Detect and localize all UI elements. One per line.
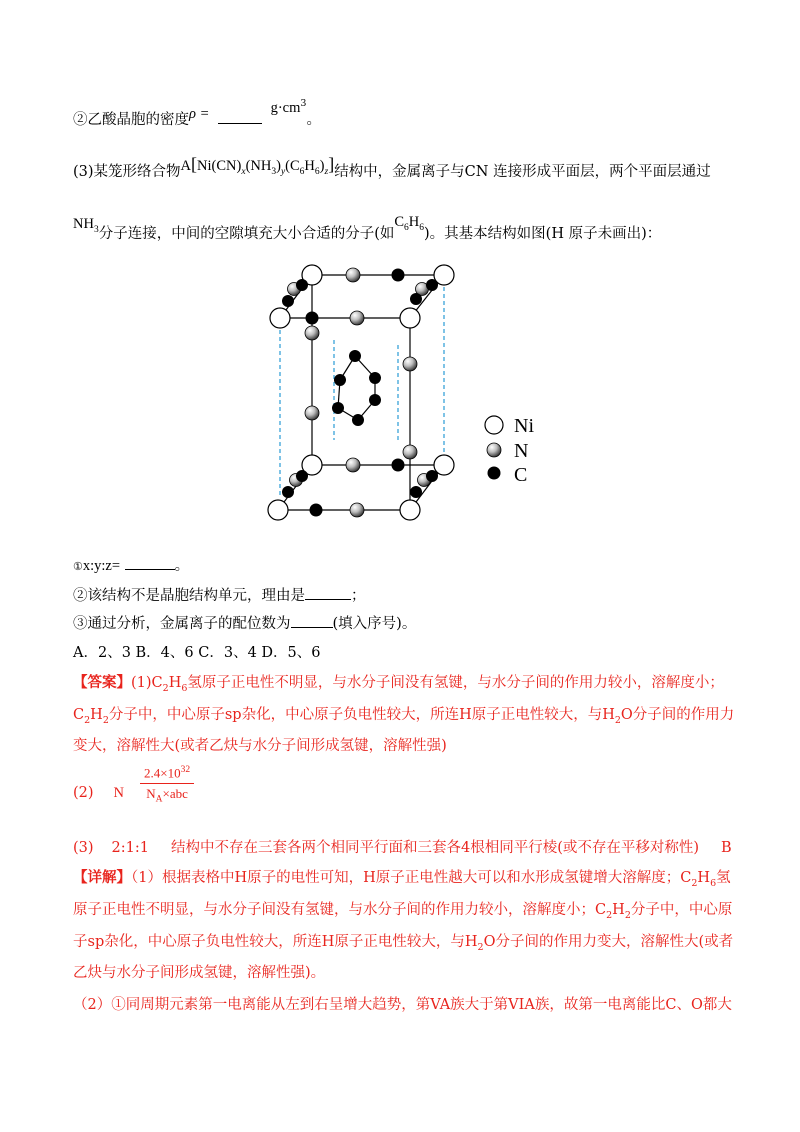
benzene-bonds xyxy=(338,356,375,420)
subq-2: ②该结构不是晶胞结构单元，理由是 ； xyxy=(73,588,366,604)
detail-line-3: 子sp杂化，中心原子负电性较大，所连H原子正电性较大，与$H_2O$分子间的作用力变大，溶解性大(或者 xyxy=(73,934,734,953)
coordination-blank[interactable] xyxy=(291,627,333,628)
answer-line-3: 变大，溶解性大(或者乙炔与水分子间形成氢键，溶解性强) xyxy=(73,738,447,754)
answer-part-2: (2) N xyxy=(73,785,125,801)
answer-part-3: (3) 2:1:1 结构中不存在三套各两个相同平行面和三套各4根相同平行棱(或不存在平移对称性) B xyxy=(73,840,732,856)
c-atoms xyxy=(282,269,438,517)
q3-intro-line2: $NH_3$分子连接，中间的空隙填充大小合适的分子(如$C_6H_6$)。其基本结构如图(H 原子未画出)： xyxy=(73,214,662,242)
detail-line-4: 乙炔与水分子间形成氢键，溶解性强)。 xyxy=(73,965,326,981)
legend-c-symbol xyxy=(488,467,501,480)
legend-n-symbol xyxy=(487,443,501,457)
cage-structure-diagram xyxy=(0,0,800,540)
subq-1: ①x:y:z= 。 xyxy=(73,558,190,574)
answer-line-2: $C_2H_2$分子中，中心原子sp杂化，中心原子负电性较大，所连H原子正电性较大，与$H_2O$分子间的作用力 xyxy=(73,707,735,726)
legend xyxy=(485,415,534,486)
detail-line-1: 【详解】（1）根据表格中H原子的电性可知，H原子正电性越大可以和水形成氢键增大溶解度；$C_2H_6$氢 xyxy=(73,869,731,889)
subq-3: ③通过分析，金属离子的配位数为 (填入序号)。 xyxy=(73,616,417,632)
legend-n-label: N xyxy=(514,440,529,462)
detail-line-2: 原子正电性不明显，与水分子间没有氢键，与水分子间的作用力较小，溶解度小；$C_2H_2$分子中，中心原 xyxy=(73,902,733,921)
legend-c-label: C xyxy=(514,464,528,486)
legend-ni-symbol xyxy=(485,416,503,434)
density-question: ②乙酸晶胞的密度$\rho = g\cdot cm^3$。 xyxy=(73,98,321,128)
n-atoms xyxy=(288,268,431,517)
reason-blank[interactable] xyxy=(305,599,351,600)
detail-line-5: （2）①同周期元素第一电离能从左到右呈增大趋势，第VA族大于第VIA族，故第一电离能比C、O都大 xyxy=(73,997,732,1013)
subq-options: A．2、3 B．4、6 C．3、4 D．5、6 xyxy=(73,645,321,661)
ratio-blank[interactable] xyxy=(125,569,175,570)
answer-line-1: 【答案】$(1)C_2H_6$氢原子正电性不明显，与水分子间没有氢键，与水分子间的作用力较小，溶解度小； xyxy=(73,674,724,694)
q3-intro: (3)某笼形络合物$A[Ni(CN)_x(NH_3)_y(C_6H_6)_z]$结构中，金属离子与CN 连接形成平面层，两个平面层通过 xyxy=(73,154,711,180)
legend-ni-label: Ni xyxy=(514,415,534,437)
density-fraction: $2.4\times 10^{32}$ $N_A\times abc$ xyxy=(140,765,194,805)
